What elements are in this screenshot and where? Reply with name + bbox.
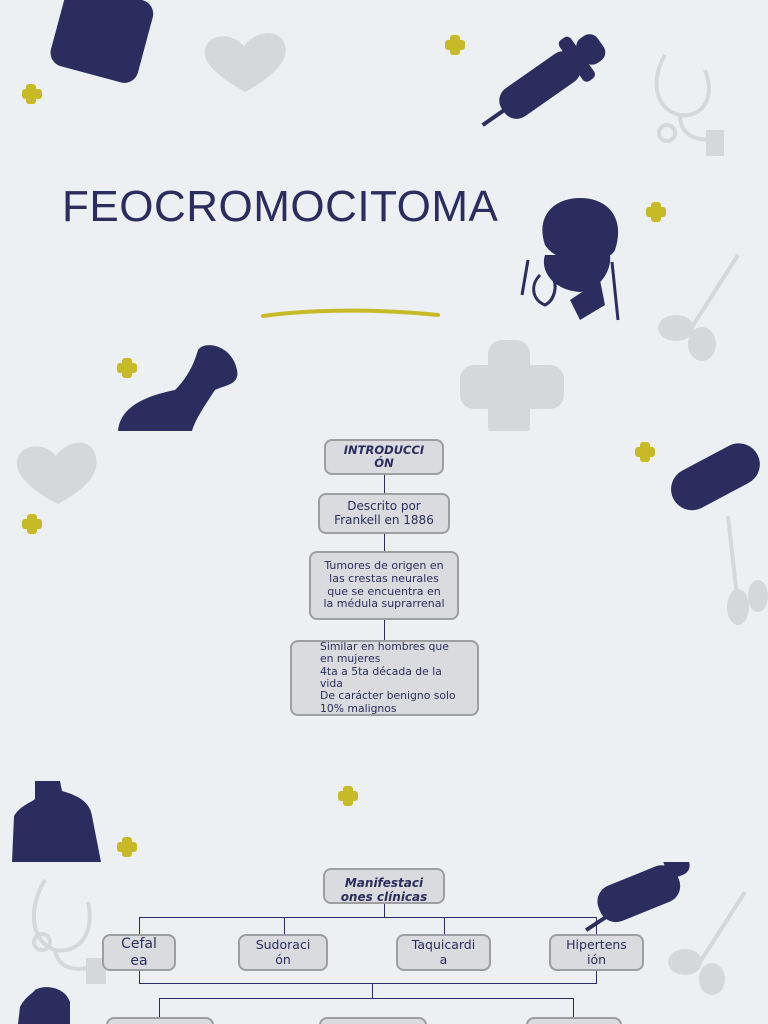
manifestations-root-label: Manifestaci ones clínicas (340, 876, 428, 904)
origin-node (309, 551, 459, 620)
connector-line (596, 970, 597, 984)
connector-line (139, 970, 140, 984)
symptom-node (102, 934, 176, 971)
symptom-label: Sudoraci ón (255, 937, 311, 967)
plus-icon (22, 514, 42, 534)
second-level-node (526, 1017, 622, 1024)
syringe-icon (569, 862, 700, 935)
connector-line (573, 998, 574, 1018)
pill-icon (664, 436, 768, 518)
symptom-node (549, 934, 644, 971)
intro-node-label: INTRODUCCI ÓN (343, 442, 425, 470)
scissors-icon (668, 892, 745, 995)
intro-node (324, 439, 444, 475)
heart-icon (17, 443, 97, 504)
plus-icon (117, 837, 137, 857)
plus-icon (635, 442, 655, 462)
bottle-icon (47, 0, 156, 86)
second-level-node (106, 1017, 214, 1024)
manifestations-root-node (323, 868, 445, 904)
history-node-label: Descrito por Frankell en 1886 (334, 498, 434, 527)
connector-line (384, 903, 385, 917)
epidemiology-node (290, 640, 479, 716)
symptom-node (238, 934, 328, 971)
plus-icon (445, 35, 465, 55)
stethoscope-icon (657, 55, 722, 154)
symptom-label: Hipertens ión (566, 937, 627, 967)
connector-line (372, 983, 373, 999)
scissors-icon (727, 516, 768, 625)
doctor-icon (522, 198, 618, 320)
symptom-label: Taquicardi a (411, 937, 476, 967)
stethoscope-icon (34, 880, 104, 982)
symptom-label: Cefal ea (121, 936, 157, 969)
heart-icon (205, 33, 286, 92)
connector-line (384, 619, 385, 641)
plus-icon (117, 358, 137, 378)
title-slide (0, 0, 768, 431)
glove-icon (118, 345, 237, 431)
syringe-icon (468, 22, 615, 146)
connector-line (139, 983, 597, 984)
epidemiology-line: 4ta a 5ta década de la vida (320, 664, 442, 690)
epidemiology-line: Similar en hombres que en mujeres (320, 639, 449, 666)
connector-line (159, 998, 160, 1018)
bottle-icon (12, 781, 101, 862)
plus-icon (646, 202, 666, 222)
history-node (318, 493, 450, 534)
connector-line (384, 474, 385, 494)
cross-icon (460, 340, 564, 431)
symptom-node (396, 934, 491, 971)
page-title: FEOCROMOCITOMA (62, 182, 499, 231)
plus-icon (338, 786, 358, 806)
connector-line (139, 917, 597, 918)
underline-decoration (263, 311, 438, 316)
second-level-node (319, 1017, 427, 1024)
clinical-manifestations-slide (0, 862, 768, 1024)
origin-node-label: Tumores de origen en las crestas neurales que se encuentra en la médula suprarrenal (323, 559, 445, 611)
epidemiology-line: De carácter benigno solo 10% malignos (320, 689, 456, 715)
plus-icon (22, 84, 42, 104)
scissors-icon (658, 255, 738, 361)
introduction-slide (0, 431, 768, 862)
connector-line (159, 998, 574, 999)
bottle-icon (18, 987, 70, 1024)
connector-line (384, 533, 385, 553)
